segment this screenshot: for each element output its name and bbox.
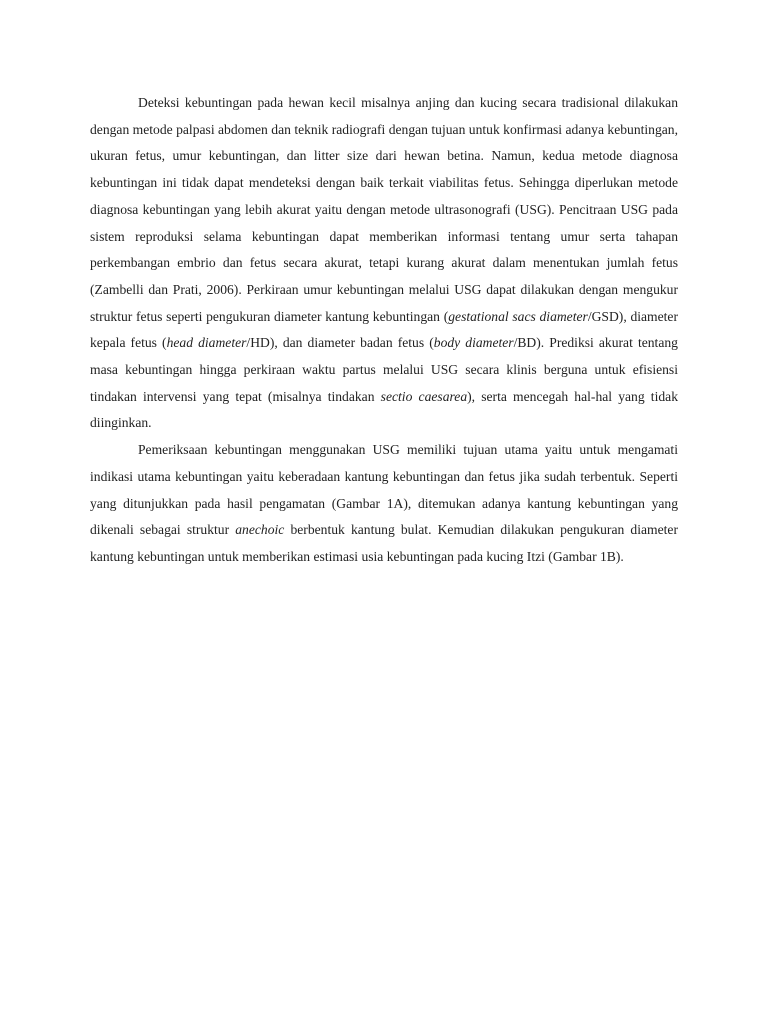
paragraph-2-text-1: Pemeriksaan kebuntingan menggunakan USG memiliki tujuan utama yaitu untuk mengamati indikasi utama kebuntingan yaitu keberadaan kantung kebuntingan dan fetus jika sudah terbentuk. Seperti yang ditunjukkan pada hasil pengamatan (Gambar 1A), ditemukan adanya kantung kebuntingan yang dikenali sebagai struktur <box>90 442 678 538</box>
paragraph-2-text-2: berbentuk kantung bulat. Kemudian dilakukan pengukuran diameter kantung kebuntingan untuk memberikan estimasi usia kebuntingan pada kucing Itzi (Gambar 1B). <box>90 522 678 564</box>
paragraph-1-text-1: Deteksi kebuntingan pada hewan kecil misalnya anjing dan kucing secara tradisional dilakukan dengan metode palpasi abdomen dan teknik radiografi dengan tujuan untuk konfirmasi adanya kebuntingan, ukuran fetus, umur kebuntingan, dan litter size dari hewan betina. Namun, kedua metode diagnosa kebuntingan ini tidak dapat mendeteksi dengan baik terkait viabilitas fetus. Sehingga diperlukan metode diagnosa kebuntingan yang lebih akurat yaitu dengan metode ultrasonografi (USG). Pencitraan USG pada sistem reproduksi selama kebuntingan dapat memberikan informasi tentang umur serta tahapan perkembangan embrio dan fetus secara akurat, tetapi kurang akurat dalam menentukan jumlah fetus (Zambelli dan Prati, 2006). Perkiraan umur kebuntingan melalui USG dapat dilakukan dengan mengukur struktur fetus seperti pengukuran diameter kantung kebuntingan ( <box>90 95 678 324</box>
paragraph-2 <box>90 437 678 571</box>
document-page <box>90 90 678 571</box>
paragraph-1-term-sectio: sectio caesarea <box>380 388 468 404</box>
paragraph-2-term-anechoic: anechoic <box>235 522 285 538</box>
paragraph-1-term-hd: head diameter <box>166 335 247 351</box>
paragraph-1-text-5: ), serta mencegah hal-hal yang tidak diinginkan. <box>90 388 678 431</box>
paragraph-1-text-4: /BD). Prediksi akurat tentang masa kebuntingan hingga perkiraan waktu partus melalui USG secara klinis berguna untuk efisiensi tindakan intervensi yang tepat (misalnya tindakan <box>90 335 678 404</box>
paragraph-1-text-2: /GSD), diameter kepala fetus ( <box>90 308 678 351</box>
paragraph-1 <box>90 90 678 437</box>
paragraph-1-term-gsd: gestational sacs diameter <box>448 308 588 324</box>
paragraph-1-text-3: /HD), dan diameter badan fetus ( <box>246 335 434 351</box>
paragraph-1-term-bd: body diameter <box>433 335 514 351</box>
